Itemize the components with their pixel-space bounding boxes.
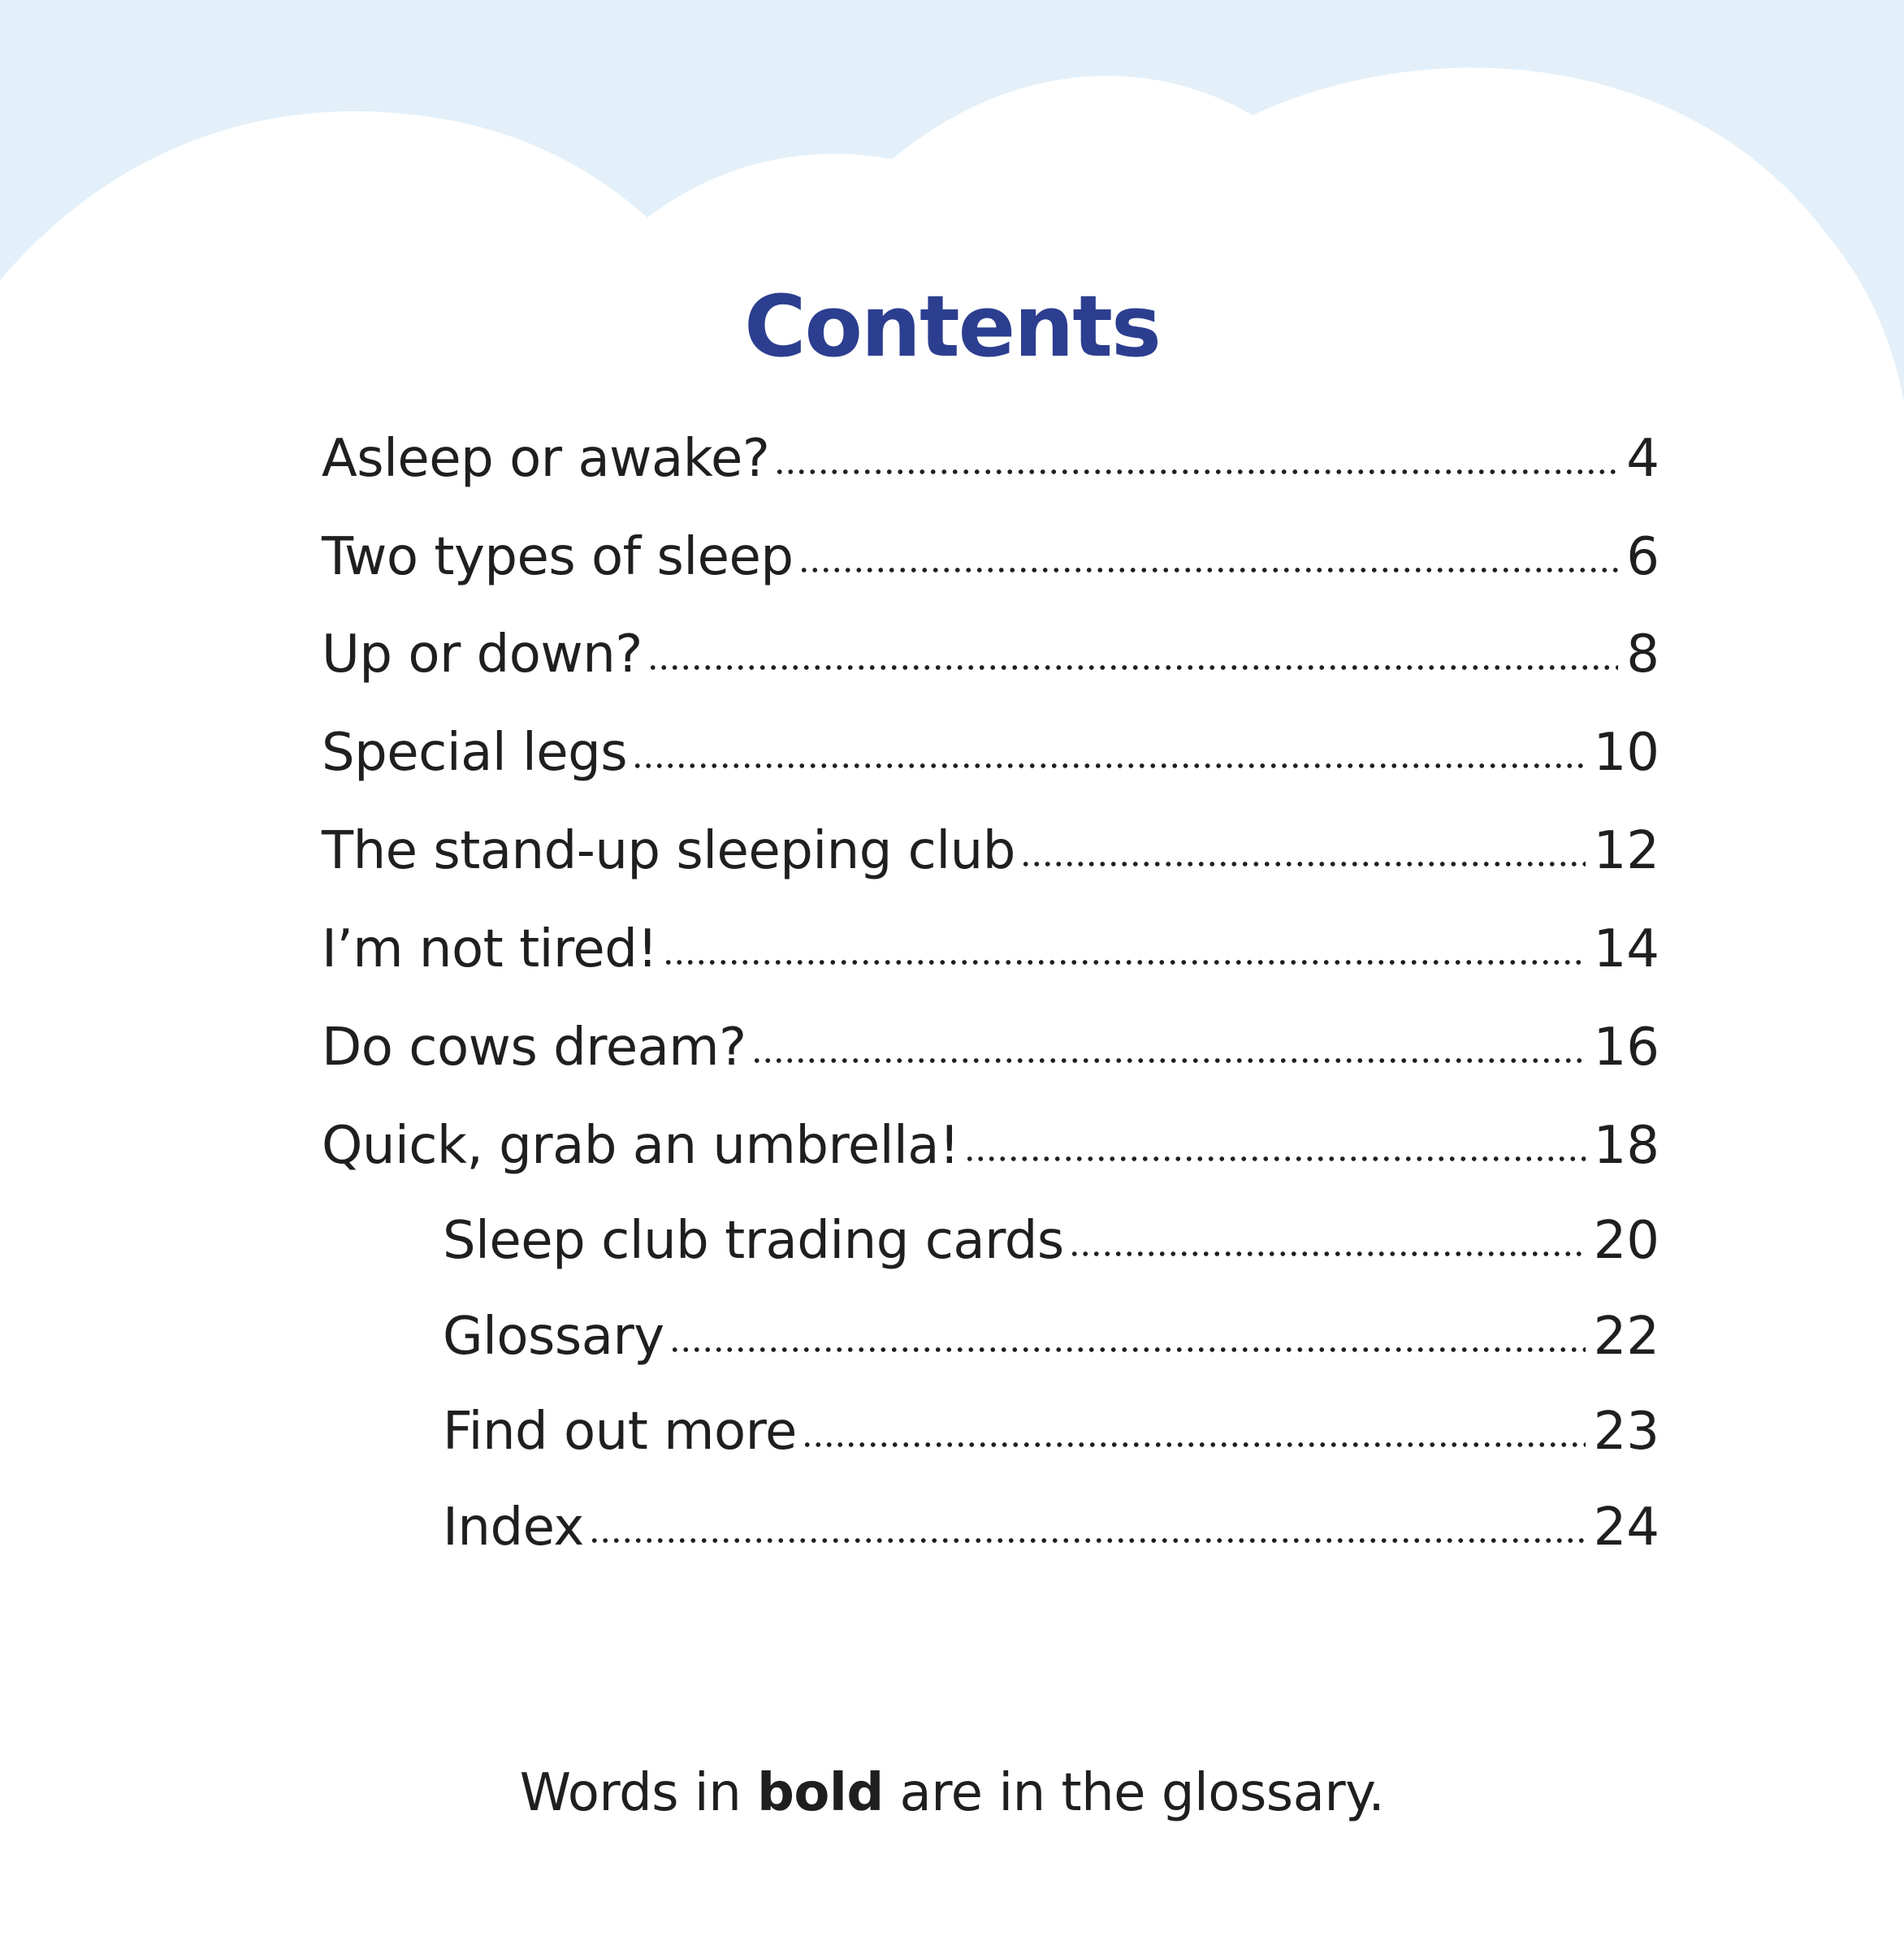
toc-entry-special-legs[interactable] — [322, 722, 1660, 784]
toc-entry-label: Index — [443, 1497, 584, 1558]
toc-entry-label: Find out more — [443, 1402, 797, 1462]
toc-entry-label: Do cows dream? — [322, 1018, 746, 1078]
table-of-contents — [322, 0, 1660, 1624]
toc-entry-up-or-down[interactable] — [322, 624, 1660, 685]
toc-entry-page-number: 16 — [1593, 1018, 1660, 1078]
toc-entry-label: Up or down? — [322, 624, 643, 685]
toc-entry-label: Special legs — [322, 723, 628, 783]
toc-entry-sleep-club-trading-cards[interactable] — [443, 1210, 1660, 1272]
toc-entry-page-number: 23 — [1593, 1402, 1660, 1462]
toc-entry-page-number: 14 — [1593, 919, 1660, 979]
toc-entry-page-number: 10 — [1593, 723, 1660, 783]
toc-entry-do-cows-dream[interactable] — [322, 1017, 1660, 1078]
dot-leader — [802, 1442, 1586, 1447]
toc-entry-page-number: 22 — [1593, 1307, 1660, 1367]
dot-leader — [589, 1538, 1586, 1543]
toc-entry-stand-up-sleeping-club[interactable] — [322, 820, 1660, 882]
toc-entry-page-number: 4 — [1626, 429, 1660, 489]
glossary-note — [0, 1762, 1904, 1824]
dot-leader — [964, 1156, 1585, 1161]
toc-entry-label: Glossary — [443, 1307, 664, 1367]
dot-leader — [647, 665, 1619, 670]
toc-entry-page-number: 12 — [1593, 821, 1660, 881]
toc-entry-label: Two types of sleep — [322, 527, 794, 587]
dot-leader — [751, 1058, 1586, 1063]
toc-entry-two-types-of-sleep[interactable] — [322, 526, 1660, 588]
toc-entry-im-not-tired[interactable] — [322, 918, 1660, 980]
toc-entry-label: The stand-up sleeping club — [322, 821, 1015, 881]
toc-entry-page-number: 24 — [1593, 1497, 1660, 1558]
glossary-note-suffix: are in the glossary. — [883, 1763, 1385, 1823]
toc-entry-label: I’m not tired! — [322, 919, 658, 979]
dot-leader — [663, 960, 1586, 965]
toc-entry-asleep-or-awake[interactable] — [322, 428, 1660, 490]
dot-leader — [798, 568, 1619, 573]
toc-entry-label: Quick, grab an umbrella! — [322, 1116, 960, 1176]
toc-entry-find-out-more[interactable] — [443, 1401, 1660, 1463]
toc-entry-quick-grab-an-umbrella[interactable] — [322, 1115, 1660, 1177]
toc-entry-page-number: 8 — [1626, 624, 1660, 685]
dot-leader — [632, 763, 1586, 768]
toc-entry-label: Asleep or awake? — [322, 429, 770, 489]
toc-entry-glossary[interactable] — [443, 1306, 1660, 1368]
glossary-note-bold-word: bold — [757, 1763, 884, 1823]
dot-leader — [669, 1347, 1586, 1352]
dot-leader — [774, 469, 1618, 474]
toc-entry-index[interactable] — [443, 1497, 1660, 1558]
toc-entry-page-number: 20 — [1593, 1211, 1660, 1271]
toc-entry-page-number: 18 — [1593, 1116, 1660, 1176]
toc-entry-page-number: 6 — [1626, 527, 1660, 587]
dot-leader — [1069, 1251, 1586, 1256]
page-title: Contents — [744, 276, 1160, 376]
glossary-note-prefix: Words in — [519, 1763, 758, 1823]
dot-leader — [1020, 862, 1586, 866]
toc-entry-label: Sleep club trading cards — [443, 1211, 1064, 1271]
